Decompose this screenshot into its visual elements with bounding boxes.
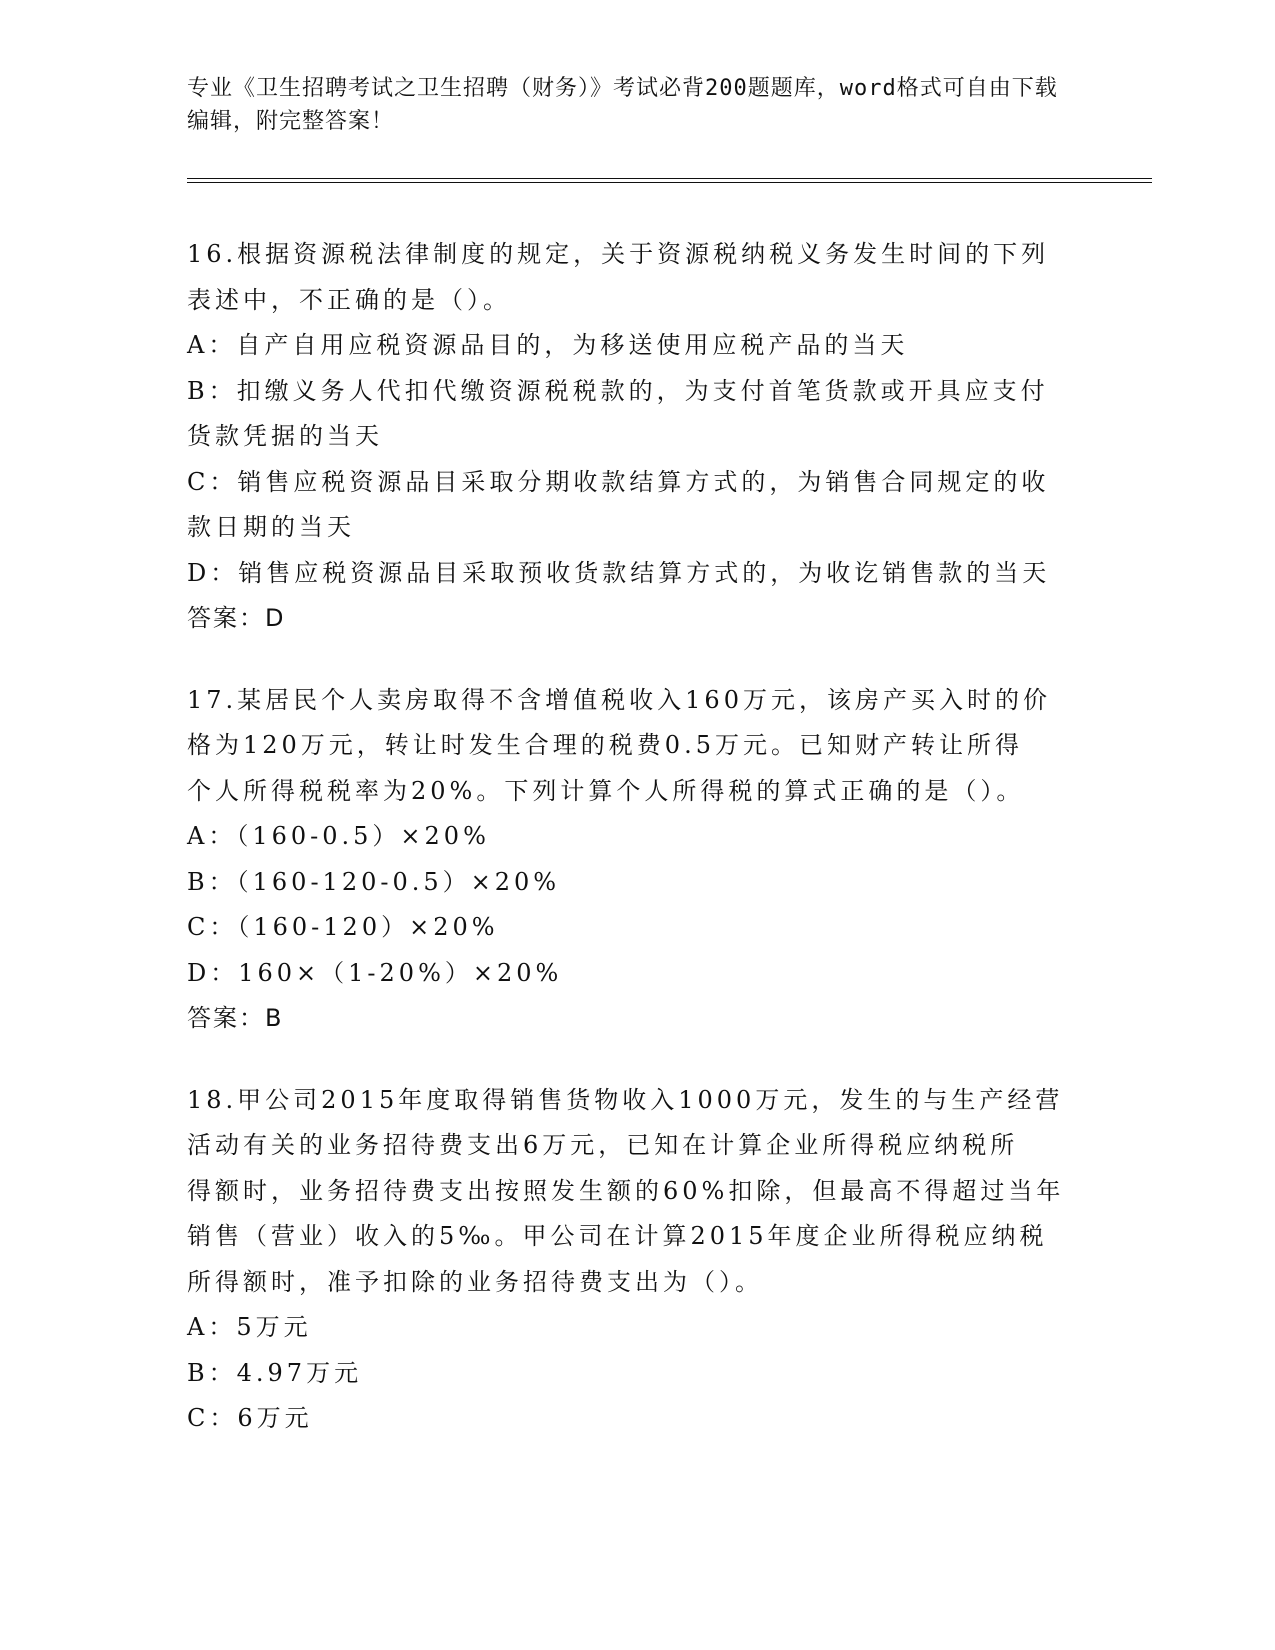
question-stem-line: 格为120万元，转让时发生合理的税费0.5万元。已知财产转让所得 (187, 731, 1023, 759)
question-stem-line: 17.某居民个人卖房取得不含增值税收入160万元，该房产买入时的价 (187, 685, 1051, 714)
question-list (187, 232, 1067, 1478)
header-divider-top (187, 178, 1152, 179)
question-stem-line: 表述中，不正确的是（）。 (187, 285, 511, 314)
question-stem-line: 个人所得税税率为20%。下列计算个人所得税的算式正确的是（）。 (187, 776, 1025, 805)
question-stem-line: 得额时，业务招待费支出按照发生额的60%扣除，但最高不得超过当年 (187, 1176, 1065, 1205)
answer-option-line: C：（160-120）×20% (187, 913, 499, 941)
question-stem-line: 活动有关的业务招待费支出6万元，已知在计算企业所得税应纳税所 (187, 1131, 1019, 1159)
answer-option-line: B：扣缴义务人代扣代缴资源税税款的，为支付首笔货款或开具应支付 (187, 376, 1049, 405)
question-16 (187, 232, 1067, 642)
question-stem-line: 销售（营业）收入的5‰。甲公司在计算2015年度企业所得税应纳税 (187, 1222, 1048, 1250)
answer-option-line: A：5万元 (187, 1313, 312, 1341)
document-intro: 专业《卫生招聘考试之卫生招聘（财务）》考试必背200题题库，word格式可自由下载编辑，附完整答案！ (187, 76, 1058, 134)
answer-option-line: B：（160-120-0.5）×20% (187, 867, 561, 896)
answer-option-line: 款日期的当天 (187, 513, 355, 541)
answer-key: 答案：B (187, 1004, 284, 1032)
question-stem-line: 16.根据资源税法律制度的规定，关于资源税纳税义务发生时间的下列 (187, 240, 1050, 268)
answer-option-line: C：销售应税资源品目采取分期收款结算方式的，为销售合同规定的收 (187, 467, 1050, 496)
answer-key: 答案：D (187, 604, 286, 632)
answer-option-line: A：自产自用应税资源品目的，为移送使用应税产品的当天 (187, 331, 909, 359)
question-17 (187, 678, 1067, 1042)
answer-option-line: D：销售应税资源品目采取预收货款结算方式的，为收讫销售款的当天 (187, 558, 1051, 587)
answer-option-line: B：4.97万元 (187, 1358, 363, 1387)
answer-option-line: D：160×（1-20%）×20% (187, 958, 563, 987)
header-divider-bottom (187, 182, 1152, 183)
answer-option-line: A：（160-0.5）×20% (187, 822, 490, 850)
question-stem-line: 18.甲公司2015年度取得销售货物收入1000万元，发生的与生产经营 (187, 1085, 1064, 1114)
question-stem-line: 所得额时，准予扣除的业务招待费支出为（）。 (187, 1267, 763, 1296)
answer-option-line: 货款凭据的当天 (187, 422, 383, 450)
answer-option-line: C：6万元 (187, 1404, 313, 1432)
question-18 (187, 1078, 1067, 1442)
